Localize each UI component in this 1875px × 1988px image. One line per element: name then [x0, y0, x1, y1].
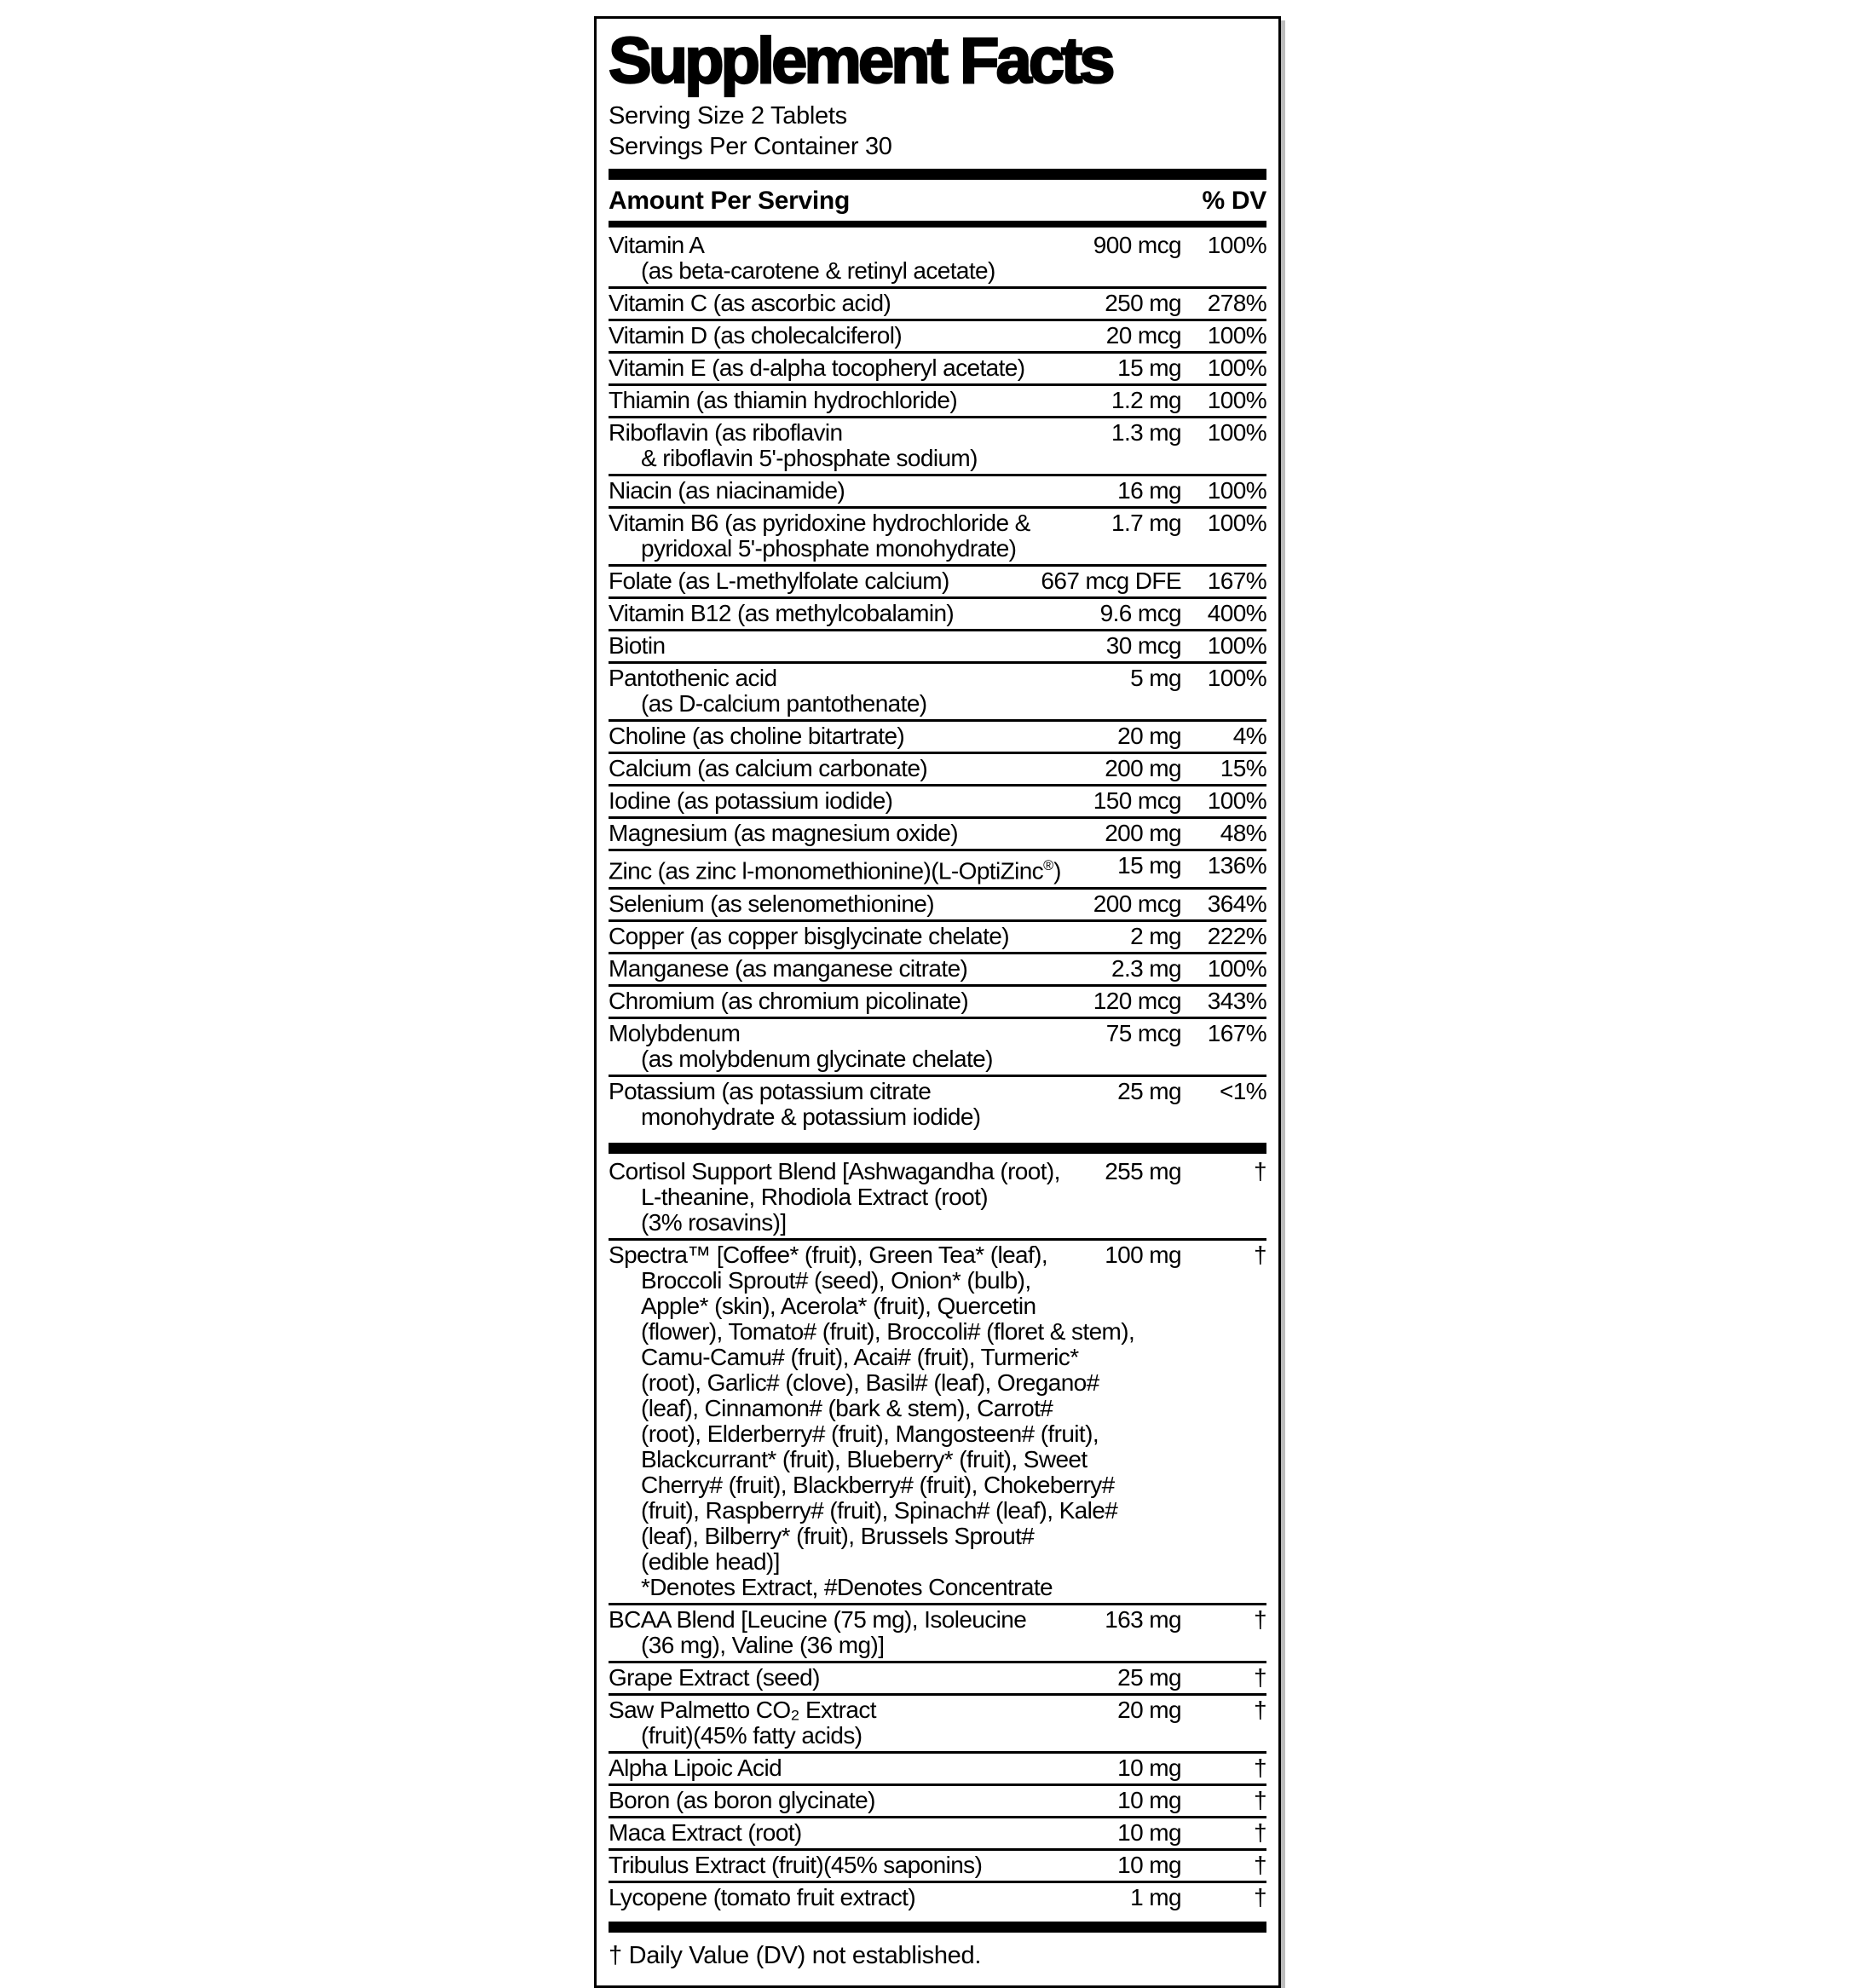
ingredient-dv: 100% — [1207, 954, 1266, 982]
ingredient-row — [609, 228, 1266, 286]
ingredient-dv: † — [1254, 1851, 1266, 1878]
ingredient-row — [609, 1661, 1266, 1693]
ingredient-amount: 5 mg — [1130, 665, 1181, 692]
ingredient-name — [609, 510, 1036, 562]
ingredient-amount: 100 mg — [1105, 1241, 1181, 1268]
ingredient-name — [609, 891, 1036, 917]
ingredient-row — [609, 351, 1266, 383]
ingredient-dv: † — [1254, 1157, 1266, 1184]
ingredient-amount: 10 mg — [1117, 1851, 1181, 1878]
panel-title: Supplement Facts — [609, 25, 1112, 97]
ingredient-row — [609, 919, 1266, 952]
ingredient-name-main: Pantothenic acid — [609, 665, 777, 692]
ingredient-name-main: BCAA Blend [Leucine (75 mg), Isoleucine — [609, 1605, 1027, 1633]
ingredient-name-continuation: monohydrate & potassium iodide) — [641, 1103, 981, 1130]
ingredient-name-main: Choline (as choline bitartrate) — [609, 723, 905, 750]
ingredient-name — [609, 1241, 1135, 1600]
ingredient-name-main: Vitamin C (as ascorbic acid) — [609, 290, 891, 317]
ingredient-dv: 100% — [1207, 787, 1266, 815]
ingredient-name — [609, 233, 1036, 284]
ingredient-dv: † — [1254, 1754, 1266, 1781]
ingredient-name-main: Calcium (as calcium carbonate) — [609, 755, 928, 782]
ingredient-amount: 30 mcg — [1105, 632, 1181, 660]
ingredient-name-continuation: L-theanine, Rhodiola Extract (root) — [641, 1183, 988, 1210]
ingredient-name-main: Maca Extract (root) — [609, 1818, 802, 1846]
ingredient-name — [609, 1607, 1036, 1658]
ingredient-name-continuation: (fruit), Raspberry# (fruit), Spinach# (leaf), Kale# — [641, 1496, 1118, 1524]
ingredient-name-main: Potassium (as potassium citrate — [609, 1077, 932, 1104]
ingredient-dv: 48% — [1220, 820, 1266, 847]
ingredient-dv: 167% — [1207, 568, 1266, 595]
registered-trademark-symbol: ® — [1043, 858, 1054, 874]
ingredient-name-main: Selenium (as selenomethionine) — [609, 890, 934, 917]
ingredient-name-continuation: Cherry# (fruit), Blackberry# (fruit), Chokeberry# — [641, 1471, 1115, 1498]
ingredient-name — [609, 1697, 1036, 1749]
ingredient-name — [609, 666, 1036, 717]
ingredient-dv: 167% — [1207, 1019, 1266, 1046]
ingredient-row — [609, 629, 1266, 661]
ingredient-dv: † — [1254, 1663, 1266, 1691]
ingredient-dv: 278% — [1207, 290, 1266, 317]
supplement-facts-panel — [594, 16, 1281, 1988]
ingredient-row — [609, 984, 1266, 1017]
ingredient-row — [609, 719, 1266, 752]
ingredient-name — [609, 924, 1036, 949]
ingredient-row — [609, 596, 1266, 629]
ingredient-name-main: Iodine (as potassium iodide) — [609, 787, 893, 815]
ingredient-name — [609, 478, 1036, 504]
ingredient-dv: 343% — [1207, 987, 1266, 1014]
ingredient-dv: † — [1254, 1818, 1266, 1846]
ingredient-amount: 25 mg — [1117, 1663, 1181, 1691]
ingredient-name-continuation: (3% rosavins)] — [641, 1208, 787, 1236]
ingredient-row — [609, 1693, 1266, 1751]
ingredient-name-main: Lycopene (tomato fruit extract) — [609, 1883, 916, 1910]
ingredient-name-main: Vitamin A — [609, 232, 705, 259]
ingredient-amount: 10 mg — [1117, 1754, 1181, 1781]
ingredient-row — [609, 1881, 1266, 1913]
ingredient-name-main: Niacin (as niacinamide) — [609, 477, 845, 504]
ingredient-row — [609, 661, 1266, 719]
ingredient-amount: 200 mcg — [1093, 890, 1181, 917]
ingredient-row — [609, 887, 1266, 919]
ingredient-name-continuation: (root), Elderberry# (fruit), Mangosteen# (fruit), — [641, 1420, 1099, 1447]
blends-section — [609, 1154, 1266, 1913]
ingredient-name-main: Saw Palmetto CO₂ Extract — [609, 1696, 876, 1723]
ingredient-name-main: Vitamin B12 (as methylcobalamin) — [609, 600, 955, 627]
ingredient-name-continuation: *Denotes Extract, #Denotes Concentrate — [641, 1573, 1053, 1600]
ingredient-name — [609, 1885, 1036, 1910]
ingredient-name-main: Magnesium (as magnesium oxide) — [609, 820, 958, 847]
ingredient-name — [609, 1788, 1036, 1813]
ingredient-dv: 100% — [1207, 665, 1266, 692]
ingredient-name-main: Tribulus Extract (fruit)(45% saponins) — [609, 1851, 983, 1878]
ingredient-name-main: Vitamin B6 (as pyridoxine hydrochloride & — [609, 510, 1030, 537]
ingredient-dv: 100% — [1207, 477, 1266, 504]
ingredient-row — [609, 849, 1266, 886]
ingredient-dv: 100% — [1207, 419, 1266, 447]
ingredient-row — [609, 564, 1266, 596]
ingredient-name-main: Zinc (as zinc l-monomethionine)(L-OptiZinc®) — [609, 857, 1061, 885]
ingredient-dv: † — [1254, 1696, 1266, 1723]
ingredient-name — [609, 1021, 1036, 1072]
ingredient-name-main: Folate (as L-methylfolate calcium) — [609, 568, 949, 595]
ingredient-name-main: Riboflavin (as riboflavin — [609, 419, 843, 447]
ingredient-name — [609, 568, 1036, 594]
ingredient-dv: 100% — [1207, 232, 1266, 259]
ingredient-name-continuation: (root), Garlic# (clove), Basil# (leaf), Oregano# — [641, 1369, 1099, 1396]
ingredient-name — [609, 1665, 1036, 1691]
ingredient-amount: 200 mg — [1105, 820, 1181, 847]
ingredient-amount: 1.3 mg — [1111, 419, 1181, 447]
ingredient-amount: 120 mcg — [1093, 987, 1181, 1014]
ingredient-dv: † — [1254, 1241, 1266, 1268]
ingredient-name-main: Copper (as copper bisglycinate chelate) — [609, 922, 1009, 949]
ingredient-name-continuation: (36 mg), Valine (36 mg)] — [641, 1631, 885, 1658]
ingredient-name — [609, 988, 1036, 1014]
ingredient-name-main: Thiamin (as thiamin hydrochloride) — [609, 387, 958, 414]
ingredient-name-continuation: (leaf), Cinnamon# (bark & stem), Carrot# — [641, 1394, 1053, 1421]
ingredient-name-continuation: (as beta-carotene & retinyl acetate) — [641, 257, 995, 285]
page-background — [0, 16, 1875, 1969]
ingredient-name-continuation: (fruit)(45% fatty acids) — [641, 1721, 862, 1749]
ingredient-dv: 222% — [1207, 922, 1266, 949]
ingredient-name — [609, 355, 1036, 381]
ingredient-name-main: Vitamin E (as d-alpha tocopheryl acetate) — [609, 354, 1025, 382]
ingredient-name — [609, 956, 1036, 982]
ingredient-amount: 250 mg — [1105, 290, 1181, 317]
ingredient-name-continuation: pyridoxal 5'-phosphate monohydrate) — [641, 535, 1017, 562]
ingredient-name — [609, 756, 1036, 781]
ingredient-name — [609, 1079, 1036, 1130]
ingredient-row — [609, 1603, 1266, 1661]
divider-thick-middle — [609, 1143, 1266, 1154]
ingredient-name — [609, 388, 1036, 413]
ingredient-name — [609, 788, 1036, 814]
ingredient-amount: 20 mg — [1117, 1696, 1181, 1723]
ingredient-name-continuation: (as D-calcium pantothenate) — [641, 690, 927, 717]
ingredient-name-continuation: (flower), Tomato# (fruit), Broccoli# (floret & stem), — [641, 1317, 1135, 1345]
ingredient-amount: 1 mg — [1130, 1883, 1181, 1910]
ingredient-dv: † — [1254, 1605, 1266, 1633]
ingredient-dv: † — [1254, 1883, 1266, 1910]
ingredient-name-continuation: (as molybdenum glycinate chelate) — [641, 1045, 993, 1072]
ingredient-amount: 75 mcg — [1105, 1019, 1181, 1046]
ingredient-name — [609, 1853, 1036, 1878]
ingredient-amount: 9.6 mcg — [1099, 600, 1181, 627]
ingredient-row — [609, 1075, 1266, 1132]
ingredient-amount: 25 mg — [1117, 1077, 1181, 1104]
ingredient-name — [609, 633, 1036, 659]
ingredient-dv: 4% — [1232, 723, 1266, 750]
ingredient-row — [609, 1848, 1266, 1881]
ingredient-name-main: Chromium (as chromium picolinate) — [609, 987, 969, 1014]
ingredient-row — [609, 286, 1266, 319]
ingredient-dv: 100% — [1207, 322, 1266, 349]
ingredient-row — [609, 474, 1266, 506]
ingredient-amount: 15 mg — [1117, 354, 1181, 382]
ingredient-name — [609, 723, 1036, 749]
ingredient-name-main: Boron (as boron glycinate) — [609, 1786, 875, 1813]
serving-size: Serving Size 2 Tablets — [609, 102, 847, 130]
ingredient-row — [609, 1751, 1266, 1783]
divider-under-header — [609, 221, 1266, 228]
ingredient-row — [609, 319, 1266, 351]
ingredient-amount: 20 mcg — [1105, 322, 1181, 349]
ingredient-dv: 100% — [1207, 510, 1266, 537]
ingredient-row — [609, 1154, 1266, 1238]
ingredient-name-continuation: Apple* (skin), Acerola* (fruit), Quercetin — [641, 1292, 1036, 1319]
ingredient-name-main: Biotin — [609, 632, 666, 660]
ingredient-name — [609, 291, 1036, 316]
ingredient-name-continuation: & riboflavin 5'-phosphate sodium) — [641, 445, 978, 472]
percent-dv-header: % DV — [1202, 187, 1266, 216]
ingredient-amount: 1.2 mg — [1111, 387, 1181, 414]
ingredient-amount: 10 mg — [1117, 1786, 1181, 1813]
ingredient-name-main: Grape Extract (seed) — [609, 1663, 820, 1691]
ingredient-row — [609, 1017, 1266, 1075]
ingredient-dv: 15% — [1220, 755, 1266, 782]
ingredient-row — [609, 952, 1266, 984]
ingredient-name-continuation: Broccoli Sprout# (seed), Onion* (bulb), — [641, 1266, 1031, 1294]
ingredient-row — [609, 784, 1266, 816]
ingredient-row — [609, 1238, 1266, 1603]
ingredient-name — [609, 853, 1061, 885]
ingredient-dv: 100% — [1207, 354, 1266, 382]
ingredient-name — [609, 1820, 1036, 1846]
ingredient-dv: 400% — [1207, 600, 1266, 627]
ingredient-dv: 136% — [1207, 852, 1266, 879]
ingredient-amount: 255 mg — [1105, 1157, 1181, 1184]
divider-thick-top — [609, 169, 1266, 180]
ingredient-amount: 2.3 mg — [1111, 954, 1181, 982]
ingredient-name-main: Cortisol Support Blend [Ashwagandha (root), — [609, 1157, 1060, 1184]
ingredient-amount: 15 mg — [1117, 852, 1181, 879]
amount-per-serving-header: Amount Per Serving — [609, 187, 850, 216]
ingredient-name-main: Spectra™ [Coffee* (fruit), Green Tea* (leaf), — [609, 1241, 1048, 1268]
ingredient-name-continuation: Blackcurrant* (fruit), Blueberry* (fruit), Sweet — [641, 1445, 1088, 1472]
ingredient-row — [609, 416, 1266, 474]
ingredient-amount: 1.7 mg — [1111, 510, 1181, 537]
ingredient-row — [609, 1783, 1266, 1816]
ingredient-name-main: Vitamin D (as cholecalciferol) — [609, 322, 903, 349]
ingredient-amount: 200 mg — [1105, 755, 1181, 782]
ingredient-name-continuation: (edible head)] — [641, 1547, 780, 1575]
ingredient-name-continuation: (leaf), Bilberry* (fruit), Brussels Sprout# — [641, 1522, 1035, 1549]
vitamins-minerals-section — [609, 228, 1266, 1132]
ingredient-amount: 16 mg — [1117, 477, 1181, 504]
ingredient-name — [609, 1755, 1036, 1781]
ingredient-name — [609, 1157, 1060, 1236]
ingredient-dv: 100% — [1207, 387, 1266, 414]
ingredient-amount: 150 mcg — [1093, 787, 1181, 815]
ingredient-name-main: Manganese (as manganese citrate) — [609, 954, 968, 982]
ingredient-name-main: Molybdenum — [609, 1019, 741, 1046]
ingredient-name — [609, 323, 1036, 349]
ingredient-name-continuation: Camu-Camu# (fruit), Acai# (fruit), Turmeric* — [641, 1343, 1079, 1370]
ingredient-dv: † — [1254, 1786, 1266, 1813]
ingredient-row — [609, 816, 1266, 849]
ingredient-name — [609, 601, 1036, 626]
ingredient-name — [609, 420, 1036, 471]
divider-thick-bottom — [609, 1922, 1266, 1933]
ingredient-row — [609, 383, 1266, 416]
daily-value-footnote: † Daily Value (DV) not established. — [609, 1941, 982, 1969]
ingredient-amount: 163 mg — [1105, 1605, 1181, 1633]
ingredient-amount: 20 mg — [1117, 723, 1181, 750]
ingredient-amount: 10 mg — [1117, 1818, 1181, 1846]
ingredient-row — [609, 752, 1266, 784]
ingredient-name — [609, 821, 1036, 846]
ingredient-dv: <1% — [1219, 1077, 1266, 1104]
ingredient-amount: 667 mcg DFE — [1041, 568, 1181, 595]
ingredient-amount: 2 mg — [1130, 922, 1181, 949]
ingredient-row — [609, 506, 1266, 564]
ingredient-name-main: Alpha Lipoic Acid — [609, 1754, 782, 1781]
ingredient-dv: 100% — [1207, 632, 1266, 660]
servings-per-container: Servings Per Container 30 — [609, 133, 892, 161]
ingredient-dv: 364% — [1207, 890, 1266, 917]
ingredient-row — [609, 1816, 1266, 1848]
column-header-row — [609, 180, 1266, 221]
ingredient-amount: 900 mcg — [1093, 232, 1181, 259]
